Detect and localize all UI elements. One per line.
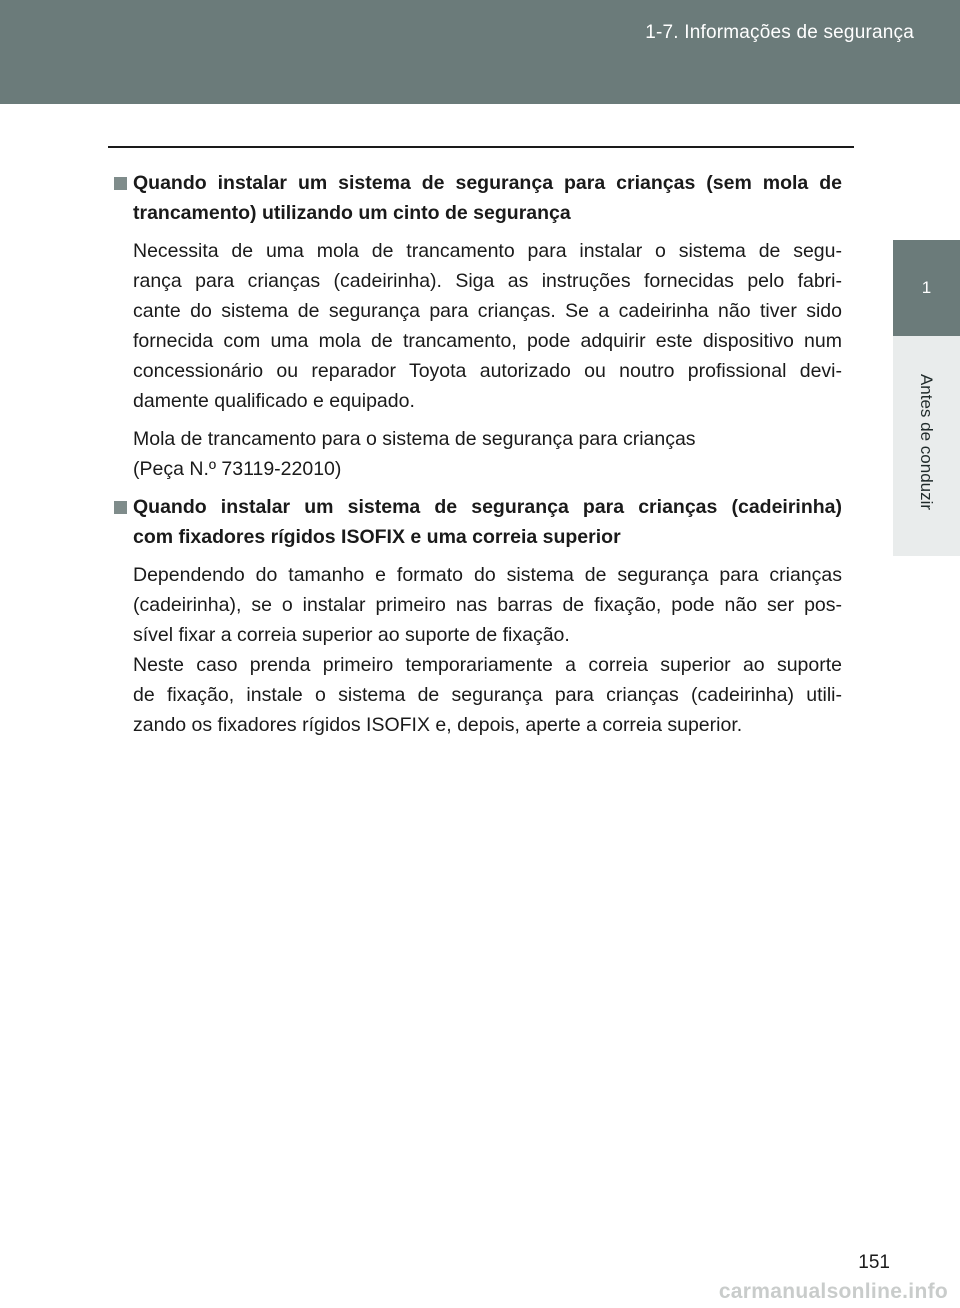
- square-bullet-icon: [114, 177, 127, 190]
- header-rule: [108, 146, 854, 148]
- paragraph-line: Neste caso prenda primeiro temporariamente a correia superior ao suporte: [133, 654, 842, 676]
- watermark: carmanualsonline.info: [718, 1280, 948, 1303]
- page-content: [112, 168, 842, 748]
- heading-line: Quando instalar um sistema de segurança para crianças (cadeirinha): [133, 496, 842, 518]
- square-bullet-icon: [114, 501, 127, 514]
- paragraph-line: damente qualificado e equipado.: [133, 390, 415, 412]
- page-number: 151: [858, 1252, 890, 1273]
- heading-line: Quando instalar um sistema de segurança para crianças (sem mola de: [133, 172, 842, 194]
- chapter-label-strip: [893, 336, 960, 556]
- paragraph-line: sível fixar a correia superior ao suporte de fixação.: [133, 624, 570, 646]
- chapter-label: Antes de conduzir: [917, 373, 936, 511]
- heading-line: com fixadores rígidos ISOFIX e uma correia superior: [133, 526, 621, 548]
- paragraph-line: de fixação, instale o sistema de segurança para crianças (cadeirinha) utili-: [133, 684, 842, 706]
- paragraph-line: Dependendo do tamanho e formato do sistema de segurança para crianças: [133, 564, 842, 586]
- heading-line: trancamento) utilizando um cinto de segurança: [133, 202, 571, 224]
- header-band: [0, 0, 960, 104]
- paragraph-line: (cadeirinha), se o instalar primeiro nas barras de fixação, pode não ser pos-: [133, 594, 842, 616]
- section-title: 1-7. Informações de segurança: [645, 22, 914, 43]
- paragraph-line: cante do sistema de segurança para crianças. Se a cadeirinha não tiver sido: [133, 300, 842, 322]
- paragraph-line: zando os fixadores rígidos ISOFIX e, depois, aperte a correia superior.: [133, 714, 743, 736]
- paragraph-line: Necessita de uma mola de trancamento para instalar o sistema de segu-: [133, 240, 842, 262]
- chapter-tab: [893, 240, 960, 336]
- paragraph: [112, 424, 842, 484]
- section-heading: [112, 492, 842, 552]
- paragraph-line: concessionário ou reparador Toyota autorizado ou noutro profissional devi-: [133, 360, 842, 382]
- chapter-number: 1: [921, 278, 932, 297]
- paragraph: [112, 560, 842, 740]
- paragraph-line: rança para crianças (cadeirinha). Siga as instruções fornecidas pelo fabri-: [133, 270, 842, 292]
- section-heading: [112, 168, 842, 228]
- paragraph-line: Mola de trancamento para o sistema de segurança para crianças: [133, 428, 696, 450]
- paragraph: [112, 236, 842, 416]
- paragraph-line: fornecida com uma mola de trancamento, pode adquirir este dispositivo num: [133, 330, 842, 352]
- part-number-line: (Peça N.º 73119-22010): [133, 458, 342, 480]
